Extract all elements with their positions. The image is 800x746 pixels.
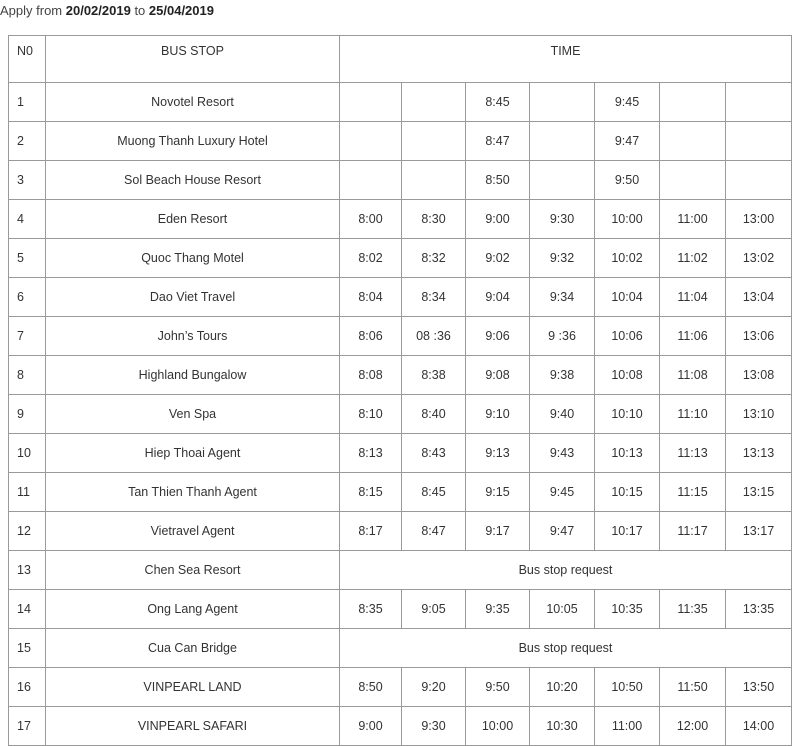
table-row (9, 200, 792, 239)
time-cell: 9:02 (466, 239, 530, 278)
time-cell: 9:45 (595, 83, 660, 122)
time-cell: 9:00 (466, 200, 530, 239)
column-header-time: TIME (340, 36, 792, 83)
time-cell: 11:08 (660, 356, 726, 395)
time-cell: 9:06 (466, 317, 530, 356)
row-number: 3 (9, 161, 46, 200)
time-cell: 9:45 (530, 473, 595, 512)
bus-stop-name: Sol Beach House Resort (46, 161, 340, 200)
time-cell: 11:50 (660, 668, 726, 707)
bus-stop-name: Chen Sea Resort (46, 551, 340, 590)
apply-middle: to (130, 3, 149, 18)
time-cell: 10:06 (595, 317, 660, 356)
row-number: 17 (9, 707, 46, 746)
time-cell: 9:17 (466, 512, 530, 551)
apply-period (0, 0, 800, 26)
time-cell: 11:17 (660, 512, 726, 551)
table-row (9, 629, 792, 668)
column-header-no: N0 (9, 36, 46, 83)
table-row (9, 317, 792, 356)
time-cell: 8:34 (402, 278, 466, 317)
time-cell (530, 161, 595, 200)
time-cell: 9:32 (530, 239, 595, 278)
time-cell: 9:40 (530, 395, 595, 434)
time-cell (660, 122, 726, 161)
time-cell: 9:04 (466, 278, 530, 317)
time-cell: 10:30 (530, 707, 595, 746)
time-cell: 13:04 (726, 278, 792, 317)
time-cell (340, 83, 402, 122)
bus-stop-name: Hiep Thoai Agent (46, 434, 340, 473)
time-cell: 12:00 (660, 707, 726, 746)
time-cell: 8:10 (340, 395, 402, 434)
time-cell: 13:17 (726, 512, 792, 551)
bus-stop-request: Bus stop request (340, 629, 792, 668)
time-cell: 9:15 (466, 473, 530, 512)
table-row (9, 551, 792, 590)
time-cell: 8:45 (466, 83, 530, 122)
bus-stop-name: Vietravel Agent (46, 512, 340, 551)
table-row (9, 122, 792, 161)
time-cell (340, 161, 402, 200)
table-row (9, 278, 792, 317)
column-header-bus-stop: BUS STOP (46, 36, 340, 83)
time-cell: 10:13 (595, 434, 660, 473)
time-cell: 10:02 (595, 239, 660, 278)
time-cell: 13:00 (726, 200, 792, 239)
time-cell: 10:00 (595, 200, 660, 239)
time-cell: 13:35 (726, 590, 792, 629)
time-cell: 9:20 (402, 668, 466, 707)
time-cell: 13:10 (726, 395, 792, 434)
time-cell: 9:43 (530, 434, 595, 473)
bus-stop-name: VINPEARL SAFARI (46, 707, 340, 746)
time-cell: 9 :36 (530, 317, 595, 356)
time-cell: 8:40 (402, 395, 466, 434)
time-cell: 8:38 (402, 356, 466, 395)
time-cell: 8:47 (402, 512, 466, 551)
time-cell: 10:10 (595, 395, 660, 434)
time-cell: 9:35 (466, 590, 530, 629)
time-cell: 13:50 (726, 668, 792, 707)
time-cell (402, 161, 466, 200)
time-cell: 13:13 (726, 434, 792, 473)
time-cell (726, 122, 792, 161)
time-cell: 13:08 (726, 356, 792, 395)
bus-stop-name: Novotel Resort (46, 83, 340, 122)
row-number: 6 (9, 278, 46, 317)
time-cell: 8:15 (340, 473, 402, 512)
time-cell: 11:10 (660, 395, 726, 434)
time-cell: 9:50 (595, 161, 660, 200)
table-row (9, 356, 792, 395)
time-cell (660, 83, 726, 122)
time-cell: 8:17 (340, 512, 402, 551)
table-row (9, 707, 792, 746)
time-cell: 11:00 (660, 200, 726, 239)
row-number: 14 (9, 590, 46, 629)
time-cell: 9:30 (530, 200, 595, 239)
time-cell: 8:50 (340, 668, 402, 707)
row-number: 15 (9, 629, 46, 668)
time-cell: 9:10 (466, 395, 530, 434)
row-number: 11 (9, 473, 46, 512)
row-number: 7 (9, 317, 46, 356)
time-cell: 8:08 (340, 356, 402, 395)
row-number: 10 (9, 434, 46, 473)
table-row (9, 512, 792, 551)
time-cell: 8:50 (466, 161, 530, 200)
bus-stop-name: John’s Tours (46, 317, 340, 356)
time-cell: 14:00 (726, 707, 792, 746)
time-cell (660, 161, 726, 200)
time-cell: 9:47 (530, 512, 595, 551)
time-cell: 10:20 (530, 668, 595, 707)
bus-stop-name: Dao Viet Travel (46, 278, 340, 317)
time-cell (530, 83, 595, 122)
time-cell: 8:02 (340, 239, 402, 278)
row-number: 13 (9, 551, 46, 590)
table-body (9, 83, 792, 746)
header-row (9, 36, 792, 83)
time-cell: 8:47 (466, 122, 530, 161)
time-cell: 10:05 (530, 590, 595, 629)
time-cell (530, 122, 595, 161)
time-cell: 11:02 (660, 239, 726, 278)
bus-stop-name: Muong Thanh Luxury Hotel (46, 122, 340, 161)
time-cell: 8:43 (402, 434, 466, 473)
table-row (9, 83, 792, 122)
bus-stop-name: Tan Thien Thanh Agent (46, 473, 340, 512)
bus-stop-request: Bus stop request (340, 551, 792, 590)
time-cell: 11:15 (660, 473, 726, 512)
time-cell: 08 :36 (402, 317, 466, 356)
time-cell: 9:50 (466, 668, 530, 707)
table-row (9, 434, 792, 473)
time-cell: 9:34 (530, 278, 595, 317)
time-cell: 9:47 (595, 122, 660, 161)
bus-timetable (8, 35, 792, 746)
time-cell: 9:30 (402, 707, 466, 746)
time-cell: 8:45 (402, 473, 466, 512)
time-cell: 9:08 (466, 356, 530, 395)
row-number: 5 (9, 239, 46, 278)
time-cell: 10:50 (595, 668, 660, 707)
time-cell: 10:17 (595, 512, 660, 551)
row-number: 4 (9, 200, 46, 239)
time-cell: 10:00 (466, 707, 530, 746)
table-row (9, 161, 792, 200)
time-cell: 9:38 (530, 356, 595, 395)
time-cell: 8:04 (340, 278, 402, 317)
time-cell: 9:13 (466, 434, 530, 473)
bus-stop-name: Highland Bungalow (46, 356, 340, 395)
time-cell (402, 83, 466, 122)
row-number: 2 (9, 122, 46, 161)
time-cell: 8:35 (340, 590, 402, 629)
time-cell: 10:35 (595, 590, 660, 629)
time-cell: 11:00 (595, 707, 660, 746)
time-cell: 8:00 (340, 200, 402, 239)
bus-stop-name: Ven Spa (46, 395, 340, 434)
time-cell: 9:00 (340, 707, 402, 746)
time-cell: 10:04 (595, 278, 660, 317)
time-cell (340, 122, 402, 161)
apply-to-date: 25/04/2019 (148, 3, 214, 18)
time-cell: 8:30 (402, 200, 466, 239)
time-cell: 8:13 (340, 434, 402, 473)
apply-prefix: Apply from (0, 3, 66, 18)
bus-stop-name: Quoc Thang Motel (46, 239, 340, 278)
table-row (9, 239, 792, 278)
row-number: 9 (9, 395, 46, 434)
time-cell: 8:32 (402, 239, 466, 278)
time-cell: 10:15 (595, 473, 660, 512)
row-number: 8 (9, 356, 46, 395)
time-cell: 10:08 (595, 356, 660, 395)
time-cell: 13:15 (726, 473, 792, 512)
row-number: 1 (9, 83, 46, 122)
time-cell: 11:35 (660, 590, 726, 629)
time-cell: 11:06 (660, 317, 726, 356)
table-row (9, 473, 792, 512)
bus-stop-name: Cua Can Bridge (46, 629, 340, 668)
time-cell: 8:06 (340, 317, 402, 356)
time-cell (726, 83, 792, 122)
table-row (9, 395, 792, 434)
time-cell (726, 161, 792, 200)
bus-stop-name: VINPEARL LAND (46, 668, 340, 707)
row-number: 12 (9, 512, 46, 551)
table-row (9, 668, 792, 707)
row-number: 16 (9, 668, 46, 707)
time-cell (402, 122, 466, 161)
time-cell: 13:06 (726, 317, 792, 356)
time-cell: 11:13 (660, 434, 726, 473)
time-cell: 9:05 (402, 590, 466, 629)
table-row (9, 590, 792, 629)
bus-stop-name: Ong Lang Agent (46, 590, 340, 629)
time-cell: 11:04 (660, 278, 726, 317)
time-cell: 13:02 (726, 239, 792, 278)
apply-from-date: 20/02/2019 (65, 3, 131, 18)
bus-stop-name: Eden Resort (46, 200, 340, 239)
